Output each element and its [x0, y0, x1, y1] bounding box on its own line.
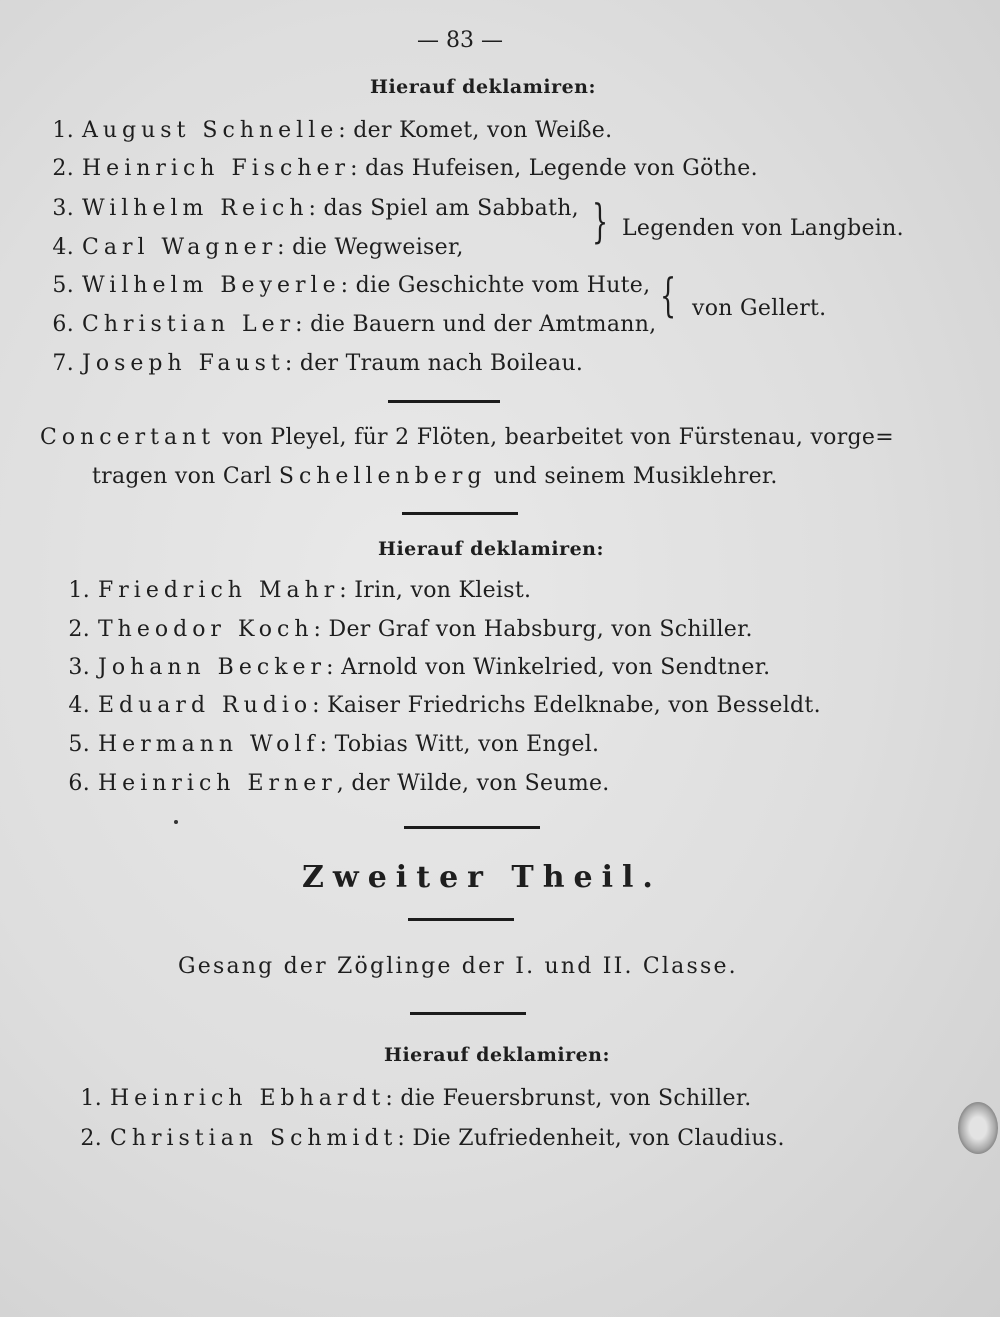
- concert-line-1: [40, 425, 894, 450]
- list-item: [44, 273, 650, 298]
- item-text: : Die Zufriedenheit, von Claudius.: [397, 1126, 785, 1151]
- concert-text: tragen von Carl: [92, 464, 272, 489]
- item-number: 4.: [52, 235, 74, 260]
- performer-name: Hermann Wolf: [98, 732, 320, 757]
- performer-name: Carl Wagner: [82, 235, 278, 260]
- item-number: 2.: [68, 617, 90, 642]
- performer-name: Christian Ler: [82, 312, 296, 337]
- brace-left: {: [660, 268, 677, 322]
- performer-name: Wilhelm Reich: [82, 196, 309, 221]
- item-number: 2.: [80, 1126, 102, 1151]
- item-number: 4.: [68, 693, 90, 718]
- list-item: [60, 732, 599, 757]
- list-item: [44, 118, 612, 143]
- item-number: 6.: [52, 312, 74, 337]
- brace-label: von Gellert.: [692, 296, 827, 321]
- concert-title: Concertant: [40, 425, 216, 450]
- performer-name: Eduard Rudio: [98, 693, 313, 718]
- list-item: [72, 1126, 785, 1151]
- performer-name: Christian Schmidt: [110, 1126, 398, 1151]
- item-number: 1.: [68, 578, 90, 603]
- item-text: : die Geschichte vom Hute,: [340, 273, 651, 298]
- item-text: : Irin, von Kleist.: [339, 578, 532, 603]
- performer-name: Johann Becker: [98, 655, 327, 680]
- list-item: [44, 156, 758, 181]
- ink-speck: [174, 820, 178, 824]
- concert-text: und seinem Musiklehrer.: [493, 464, 778, 489]
- item-text: : die Feuersbrunst, von Schiller.: [385, 1086, 752, 1111]
- item-number: 7.: [52, 351, 74, 376]
- list-item: [60, 578, 531, 603]
- item-number: 1.: [80, 1086, 102, 1111]
- divider: [402, 512, 518, 515]
- paper-stain: [958, 1102, 998, 1154]
- performer-name: Wilhelm Beyerle: [82, 273, 341, 298]
- performer-name: Joseph Faust: [82, 351, 285, 376]
- item-text: : die Bauern und der Amtmann,: [295, 312, 657, 337]
- performer-name: Heinrich Fischer: [82, 156, 351, 181]
- list-item: [60, 693, 821, 718]
- divider: [408, 918, 514, 921]
- brace-left: }: [592, 194, 609, 248]
- performer-name: Theodor Koch: [98, 617, 314, 642]
- item-number: 6.: [68, 771, 90, 796]
- page-number: — 83 —: [417, 28, 503, 53]
- performer-name: August Schnelle: [82, 118, 339, 143]
- concert-text: von Pleyel, für 2 Flöten, bearbeitet von Fürstenau, vorge=: [222, 425, 894, 450]
- part-title: Zweiter Theil.: [302, 860, 662, 895]
- item-text: : der Traum nach Boileau.: [284, 351, 584, 376]
- list-item: [44, 235, 464, 260]
- performer-name: Heinrich Ebhardt: [110, 1086, 386, 1111]
- item-text: : Kaiser Friedrichs Edelknabe, von Besseldt.: [312, 693, 821, 718]
- item-text: : das Hufeisen, Legende von Göthe.: [350, 156, 758, 181]
- item-number: 5.: [52, 273, 74, 298]
- item-text: , der Wilde, von Seume.: [336, 771, 610, 796]
- list-item: [44, 351, 583, 376]
- performer-name: Friedrich Mahr: [98, 578, 340, 603]
- performer-name: Schellenberg: [278, 464, 487, 489]
- item-text: : Arnold von Winkelried, von Sendtner.: [326, 655, 771, 680]
- divider: [388, 400, 500, 403]
- item-number: 5.: [68, 732, 90, 757]
- item-text: : das Spiel am Sabbath,: [308, 196, 579, 221]
- item-number: 2.: [52, 156, 74, 181]
- list-item: [72, 1086, 752, 1111]
- concert-line-2: [92, 464, 778, 489]
- item-text: : die Wegweiser,: [277, 235, 464, 260]
- item-number: 1.: [52, 118, 74, 143]
- song-line: Gesang der Zöglinge der I. und II. Classe.: [178, 954, 738, 979]
- list-item: [60, 617, 753, 642]
- performer-name: Heinrich Erner: [98, 771, 337, 796]
- item-number: 3.: [68, 655, 90, 680]
- item-text: : der Komet, von Weiße.: [338, 118, 613, 143]
- divider: [404, 826, 540, 829]
- list-item: [44, 196, 579, 221]
- divider: [410, 1012, 526, 1015]
- item-text: : Der Graf von Habsburg, von Schiller.: [313, 617, 753, 642]
- section1-heading: Hierauf deklamiren:: [370, 76, 596, 98]
- list-item: [60, 771, 610, 796]
- list-item: [44, 312, 656, 337]
- item-text: : Tobias Witt, von Engel.: [319, 732, 600, 757]
- brace-label: Legenden von Langbein.: [622, 216, 904, 241]
- section2-heading: Hierauf deklamiren:: [378, 538, 604, 560]
- section3-heading: Hierauf deklamiren:: [384, 1044, 610, 1066]
- list-item: [60, 655, 770, 680]
- item-number: 3.: [52, 196, 74, 221]
